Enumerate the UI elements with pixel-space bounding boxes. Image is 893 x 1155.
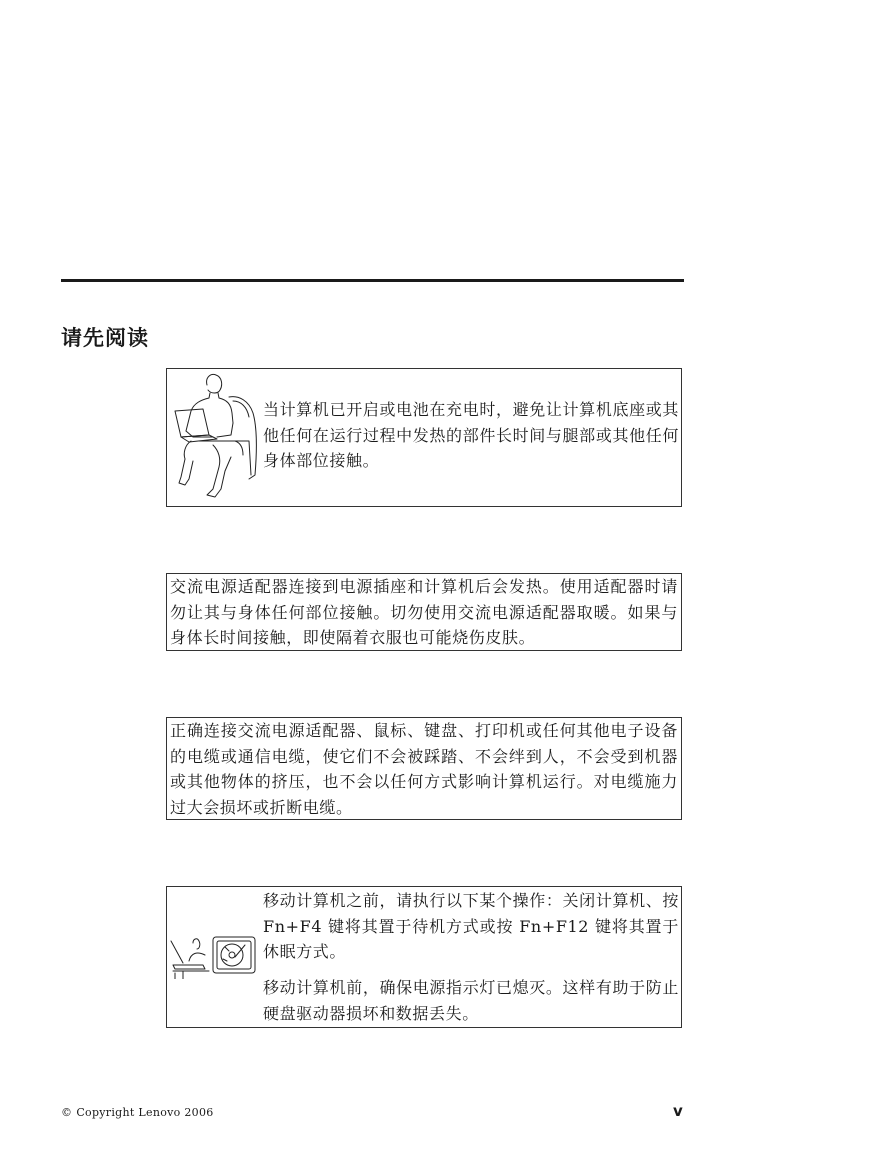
- top-rule: [61, 279, 684, 282]
- notice-box-cables: [166, 717, 682, 820]
- person-with-laptop-icon: [169, 371, 261, 501]
- notice-paragraph: 移动计算机前，确保电源指示灯已熄灭。这样有助于防止硬盘驱动器损坏和数据丢失。: [263, 978, 679, 1023]
- notice-box-moving: [166, 886, 682, 1028]
- notice-paragraph: 移动计算机之前，请执行以下某个操作：关闭计算机、按 Fn+F4 键将其置于待机方式或按 Fn+F12 键将其置于休眠方式。: [263, 891, 679, 961]
- notice-box-adapter: [166, 573, 682, 651]
- laptop-and-hard-disk-icon: [169, 933, 259, 979]
- notice-box-heat: [166, 368, 682, 507]
- copyright-notice: [61, 1106, 214, 1119]
- page-number: v: [673, 1102, 683, 1120]
- notice-text: 当计算机已开启或电池在充电时，避免让计算机底座或其他任何在运行过程中发热的部件长时间与腿部或其他任何身体部位接触。: [263, 400, 679, 470]
- notice-text: 交流电源适配器连接到电源插座和计算机后会发热。使用适配器时请勿让其与身体任何部位接触。切勿使用交流电源适配器取暖。如果与身体长时间接触，即使隔着衣服也可能烧伤皮肤。: [170, 577, 678, 647]
- copyright-symbol: ©: [61, 1106, 73, 1119]
- page-title: 请先阅读: [61, 326, 149, 350]
- notice-text: 正确连接交流电源适配器、鼠标、键盘、打印机或任何其他电子设备的电缆或通信电缆，使它们不会被踩踏、不会绊到人，不会受到机器或其他物体的挤压，也不会以任何方式影响计算机运行。对电缆施力过大会损坏或折断电缆。: [170, 721, 678, 817]
- copyright-text: Copyright Lenovo 2006: [76, 1106, 214, 1119]
